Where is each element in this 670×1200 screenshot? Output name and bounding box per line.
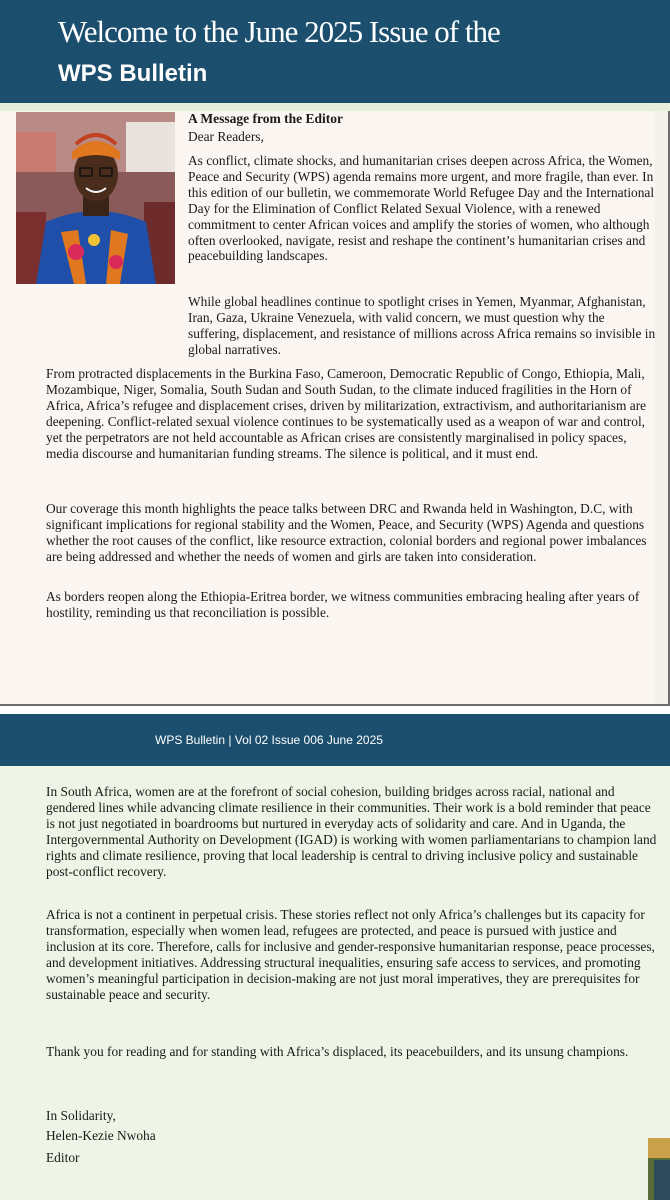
signoff-name: Helen-Kezie Nwoha <box>46 1128 156 1143</box>
bulletin-page-2 <box>0 714 670 1200</box>
signoff-closing: In Solidarity, <box>46 1108 116 1123</box>
paragraph: Africa is not a continent in perpetual crisis. These stories reflect not only Africa’s challenges but its capacity for transformation, especially when women lead, refugees are protected, and peace is pursued with justice and inclusion at its core. Therefore, calls for inclusive and gender-responsive humanitarian response, peace processes, and development initiatives. Addressing structural inequalities, ensuring safe access to services, and promoting women’s meaningful participation in decision-making are not just moral imperatives, they are prerequisites for sustainable peace and security. <box>46 907 655 1002</box>
banner-title: WPS Bulletin <box>58 60 208 87</box>
paragraph: Thank you for reading and for standing with Africa’s displaced, its peacebuilders, and its unsung champions. <box>46 1044 629 1059</box>
page-footer-banner <box>0 714 670 766</box>
section-title: A Message from the Editor <box>188 111 343 126</box>
paragraph: As conflict, climate shocks, and humanitarian crises deepen across Africa, the Women, Peace and Security (WPS) agenda remains more urgent, and more fragile, than ever. In this edition of our bulletin, we commemorate World Refugee Day and the International Day for the Elimination of Conflict Related Sexual Violence, with a renewed commitment to center African voices and amplify the stories of women, who although often overlooked, navigate, resist and reshape the continent’s humanitarian crises and peacebuilding landscapes. <box>188 153 655 264</box>
header-banner <box>0 0 670 103</box>
paragraph: From protracted displacements in the Burkina Faso, Cameroon, Democratic Republic of Congo, Ethiopia, Mali, Mozambique, Niger, Somalia, South Sudan and South Sudan, to the climate induced fragilities in the Horn of Africa, Africa’s refugee and displacement crises, driven by militarization, extractivism, and authoritarianism are deepening. Conflict-related sexual violence continues to be systematically used as a weapon of war and control, yet the perpetrators are not held accountable as African crises are consistently marginalised in policy spaces, media discourse and humanitarian funding streams. The silence is political, and it must end. <box>46 366 647 461</box>
signoff-role: Editor <box>46 1150 80 1165</box>
editor-portrait <box>16 112 175 284</box>
salutation: Dear Readers, <box>188 129 264 144</box>
paragraph: While global headlines continue to spotlight crises in Yemen, Myanmar, Afghanistan, Iran, Gaza, Ukraine Venezuela, with valid concern, we must question why the suffering, displacement, and resistance of millions across Africa remains so invisible in global narratives. <box>188 294 656 357</box>
issue-label: WPS Bulletin | Vol 02 Issue 006 June 2025 <box>155 733 383 747</box>
corner-decorative-image <box>648 1138 670 1200</box>
paragraph: In South Africa, women are at the forefront of social cohesion, building bridges across racial, national and gendered lines while advancing climate resilience in their communities. Their work is a bold reminder that peace is not just negotiated in boardrooms but nurtured in everyday acts of solidarity and care. And in Uganda, the Intergovernmental Authority on Development (IGAD) is working with women parliamentarians to champion land rights and climate resilience, proving that local leadership is central to driving inclusive policy and sustainable post-conflict recovery. <box>46 784 657 879</box>
banner-welcome-line: Welcome to the June 2025 Issue of the <box>58 14 500 49</box>
paragraph: Our coverage this month highlights the peace talks between DRC and Rwanda held in Washington, D.C, with significant implications for regional stability and the Women, Peace, and Security (WPS) Agenda and questions whether the root causes of the conflict, like resource extraction, colonial borders and regional power imbalances are being addressed and whether the needs of women and girls are taken into consideration. <box>46 501 647 564</box>
header-accent-bar <box>0 103 670 111</box>
paragraph: As borders reopen along the Ethiopia-Eritrea border, we witness communities embracing healing after years of hostility, reminding us that reconciliation is possible. <box>46 589 640 620</box>
